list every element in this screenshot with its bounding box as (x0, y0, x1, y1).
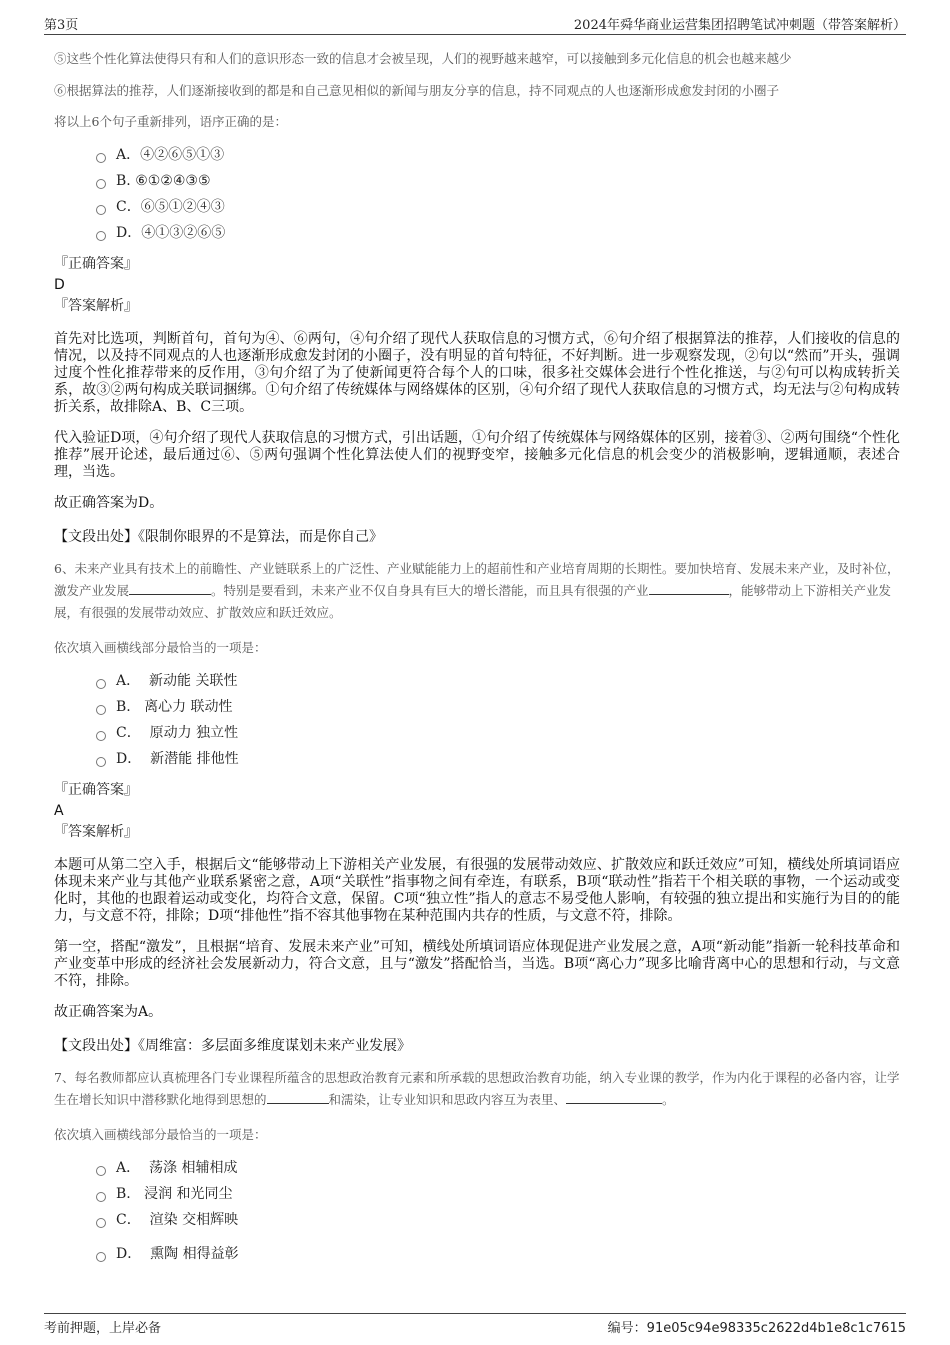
q7-options (54, 1155, 900, 1267)
q7-stem-part: 7、每名教师都应认真梳理各门专业课程所蕴含的思想政治教育元素和所承载的思想政治教育功能，纳入专业课的教学，作为内化于课程的必备内容，让学生在增长知识中潜移默化地得到思想的 (54, 1070, 900, 1107)
q6-answer-label: 『正确答案』 (54, 782, 138, 798)
q6-answer: A (54, 803, 64, 819)
q7-option-b[interactable] (96, 1181, 900, 1207)
option-text: ④②⑥⑤①③ (140, 147, 225, 163)
q5-option-a[interactable] (96, 142, 900, 168)
q7-stem-part: 和濡染，让专业知识和思政内容互为表里、 (328, 1092, 567, 1107)
option-text: ④①③②⑥⑤ (141, 225, 226, 241)
q6-option-c[interactable] (96, 720, 900, 746)
q6-stem-part: 6、未来产业具有技术上的前瞻性、产业链联系上的广泛性、产业赋能能力上的超前性和产业培育周期的长期性。要加快培育、发展未来产业，及时补位，激发产业发展 (54, 561, 900, 598)
option-letter: C． (116, 199, 141, 215)
q7-stem-part: 。 (662, 1092, 675, 1107)
q6-stem (54, 558, 900, 624)
option-text: 荡涤 相辅相成 (149, 1160, 238, 1176)
q7-stem (54, 1067, 900, 1111)
option-letter: D． (116, 225, 142, 241)
q7-option-d[interactable] (96, 1241, 900, 1267)
radio-icon[interactable] (96, 179, 106, 189)
radio-icon[interactable] (96, 1192, 106, 1202)
option-letter: B. (116, 173, 131, 189)
q5-analysis-paragraph: 首先对比选项，判断首句，首句为④、⑥两句，④句介绍了现代人获取信息的习惯方式，⑥句介绍了根据算法的推荐，人们接收的信息的情况，以及持不同观点的人也逐渐形成愈发封闭的小圈子，没有明显的首句特征，不好判断。进一步观察发现，②句以“然而”开头，强调过度个性化推荐带来的反作用，③句介绍了为了使新闻更符合每个人的口味，很多社交媒体会进行个性化推送，与②句可以构成转折关系，故③②两句构成关联词捆绑。①句介绍了传统媒体与网络媒体的区别，④句介绍了现代人获取信息的习惯方式，均无法与②句构成转折关系，故排除A、B、C三项。 (54, 331, 900, 415)
option-text: 新动能 关联性 (149, 673, 238, 689)
option-letter: C． (116, 725, 141, 741)
q6-analysis-paragraph: 本题可从第二空入手，根据后文“能够带动上下游相关产业发展，有很强的发展带动效应、扩散效应和跃迁效应”可知，横线处所填词语应体现未来产业与其他产业联系紧密之意，A项“关联性”指事物之间有牵连，有联系，B项“联动性”指若干个相关联的事物，一个运动或变化时，其他的也跟着运动或变化，均符合文意，保留。C项“独立性”指人的意志不易受他人影响，有较强的独立提出和实施行为目的的能力，与文意不符，排除；D项“排他性”指不容其他事物在某种范围内共存的性质，与文意不符，排除。 (54, 857, 900, 924)
q7-blank-1 (267, 1091, 329, 1104)
radio-icon[interactable] (96, 1218, 106, 1228)
q5-analysis-conclusion: 故正确答案为D。 (54, 495, 164, 511)
q5-source: 【文段出处】《限制你眼界的不是算法，而是你自己》 (54, 529, 383, 545)
q5-analysis-label: 『答案解析』 (54, 298, 138, 314)
q5-options (54, 142, 900, 246)
q5-prompt: 将以上6个句子重新排列，语序正确的是： (54, 114, 287, 129)
option-text: ⑥⑤①②④③ (140, 199, 225, 215)
option-letter: B. (116, 1186, 131, 1202)
q7-prompt: 依次填入画横线部分最恰当的一项是： (54, 1127, 267, 1142)
q6-analysis-paragraph: 第一空，搭配“激发”，且根据“培育、发展未来产业”可知，横线处所填词语应体现促进产业发展之意，A项“新动能”指新一轮科技革命和产业变革中形成的经济社会发展新动力，符合文意，且与“激发”搭配恰当，当选。B项“离心力”现多比喻背离中心的思想和行动，与文意不符，排除。 (54, 939, 900, 989)
option-text: 新潜能 排他性 (150, 751, 239, 767)
option-letter: A． (116, 1160, 141, 1176)
footer-slogan: 考前押题，上岸必备 (44, 1321, 162, 1336)
q5-answer: D (54, 277, 65, 293)
radio-icon[interactable] (96, 731, 106, 741)
radio-icon[interactable] (96, 1166, 106, 1176)
document-code: 编号：91e05c94e98335c2622d4b1e8c1c7615 (607, 1321, 906, 1336)
page-content (54, 48, 900, 1267)
option-letter: D． (116, 1246, 142, 1262)
q5-option-b[interactable] (96, 168, 900, 194)
option-text: ⑥①②④③⑤ (135, 173, 211, 189)
q7-option-c[interactable] (96, 1207, 900, 1233)
q6-analysis-conclusion: 故正确答案为A。 (54, 1004, 163, 1020)
page-header (44, 14, 906, 35)
q7-option-a[interactable] (96, 1155, 900, 1181)
q6-source: 【文段出处】《周维富：多层面多维度谋划未来产业发展》 (54, 1038, 411, 1054)
q6-stem-part: ，能够带动上下游相关产业发展，有很强的发展带动效应、扩散效应和跃迁效应。 (54, 583, 892, 620)
q6-prompt: 依次填入画横线部分最恰当的一项是： (54, 640, 267, 655)
option-text: 浸润 和光同尘 (144, 1186, 233, 1202)
q6-blank-2 (649, 582, 729, 595)
q6-option-d[interactable] (96, 746, 900, 772)
radio-icon[interactable] (96, 153, 106, 163)
page-footer (44, 1313, 906, 1336)
option-letter: B. (116, 699, 131, 715)
q5-sentence-5: ⑤这些个性化算法使得只有和人们的意识形态一致的信息才会被呈现，人们的视野越来越窄，可以接触到多元化信息的机会也越来越少 (54, 51, 792, 66)
q6-blank-1 (129, 582, 211, 595)
radio-icon[interactable] (96, 205, 106, 215)
page-number: 第3页 (44, 18, 79, 33)
q6-option-a[interactable] (96, 668, 900, 694)
q6-stem-part: 。特别是要看到，未来产业不仅自身具有巨大的增长潜能，而且具有很强的产业 (211, 583, 649, 598)
radio-icon[interactable] (96, 679, 106, 689)
radio-icon[interactable] (96, 757, 106, 767)
q5-analysis-paragraph: 代入验证D项，④句介绍了现代人获取信息的习惯方式，引出话题，①句介绍了传统媒体与网络媒体的区别，接着③、②两句围绕“个性化推荐”展开论述，最后通过⑥、⑤两句强调个性化算法使人们的视野变窄，接触多元化信息的机会变少的消极影响，逻辑通顺，表述合理，当选。 (54, 430, 900, 480)
option-letter: D． (116, 751, 142, 767)
option-text: 离心力 联动性 (144, 699, 233, 715)
option-letter: C． (116, 1212, 141, 1228)
q6-option-b[interactable] (96, 694, 900, 720)
q5-sentence-6: ⑥根据算法的推荐，人们逐渐接收到的都是和自己意见相似的新闻与朋友分享的信息，持不同观点的人也逐渐形成愈发封闭的小圈子 (54, 83, 780, 98)
q6-analysis-label: 『答案解析』 (54, 824, 138, 840)
option-letter: A． (116, 673, 141, 689)
option-letter: A． (116, 147, 141, 163)
radio-icon[interactable] (96, 705, 106, 715)
document-title: 2024年舜华商业运营集团招聘笔试冲刺题（带答案解析） (573, 18, 906, 33)
q5-answer-label: 『正确答案』 (54, 256, 138, 272)
option-text: 熏陶 相得益彰 (150, 1246, 239, 1262)
radio-icon[interactable] (96, 1252, 106, 1262)
radio-icon[interactable] (96, 231, 106, 241)
q6-options (54, 668, 900, 772)
q7-blank-2 (566, 1091, 662, 1104)
q5-option-d[interactable] (96, 220, 900, 246)
option-text: 渲染 交相辉映 (149, 1212, 239, 1228)
option-text: 原动力 独立性 (149, 725, 239, 741)
q5-option-c[interactable] (96, 194, 900, 220)
